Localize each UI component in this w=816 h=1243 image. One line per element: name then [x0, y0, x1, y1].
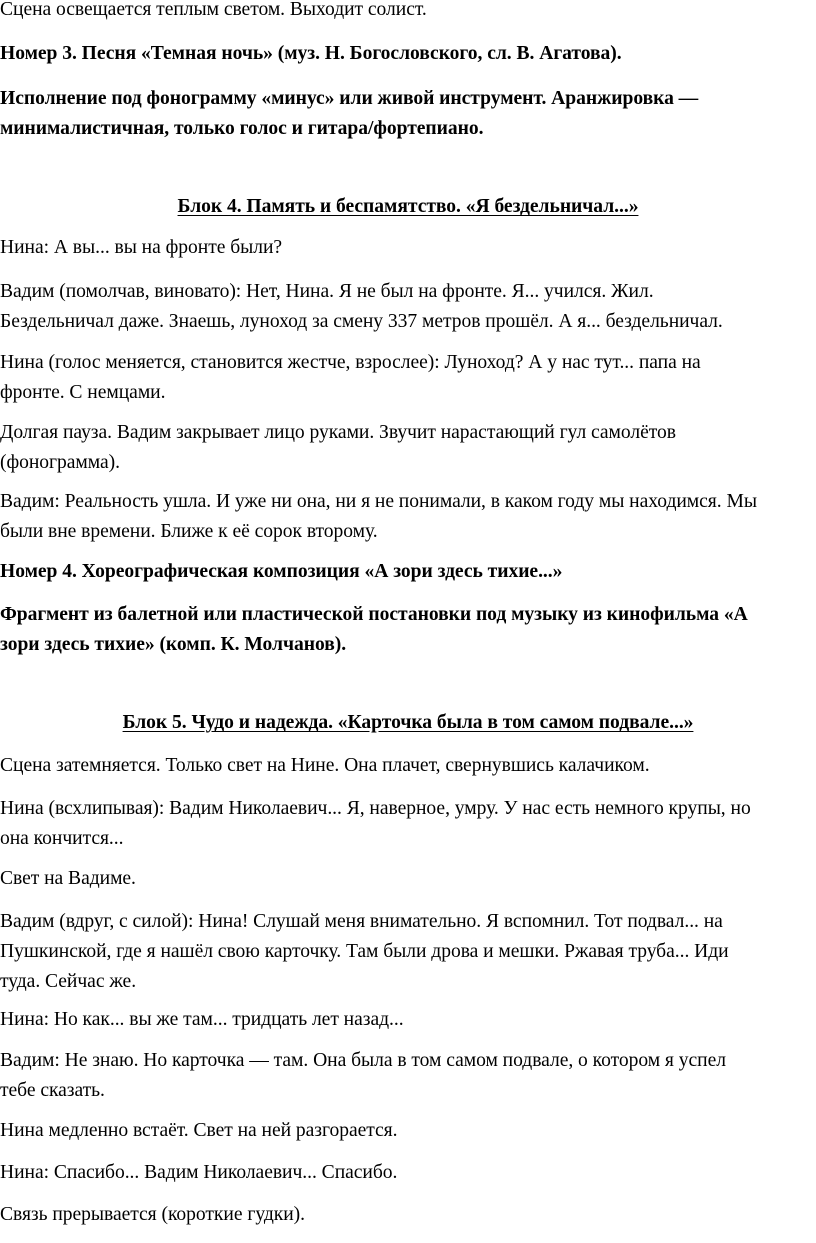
- text-line: Исполнение под фонограмму «минус» или живой инструмент. Аранжировка —: [0, 88, 699, 109]
- text-line: Вадим (вдруг, с силой): Нина! Слушай меня внимательно. Я вспомнил. Тот подвал... на: [0, 911, 723, 932]
- block-5-heading: [0, 708, 816, 738]
- text-line: зори здесь тихие» (комп. К. Молчанов).: [0, 634, 347, 655]
- paragraph-stage-direction: [0, 1116, 812, 1146]
- text-line: Блок 4. Память и беспамятство. «Я бездельничал...»: [177, 196, 639, 217]
- paragraph-number-3-description: [0, 84, 812, 144]
- paragraph-number-4-title: [0, 557, 812, 587]
- text-line: Вадим (помолчав, виновато): Нет, Нина. Я не был на фронте. Я... учился. Жил.: [0, 281, 654, 302]
- text-line: Нина: Но как... вы же там... тридцать лет назад...: [0, 1009, 404, 1030]
- text-line: Вадим: Не знаю. Но карточка — там. Она была в том самом подвале, о котором я успел: [0, 1050, 726, 1071]
- paragraph-number-4-description: [0, 600, 812, 660]
- text-line: Номер 4. Хореографическая композиция «А зори здесь тихие...»: [0, 561, 563, 582]
- text-line: Нина (всхлипывая): Вадим Николаевич... Я, наверное, умру. У нас есть немного крупы, но: [0, 798, 751, 819]
- text-line: Сцена освещается теплым светом. Выходит солист.: [0, 0, 427, 20]
- text-line: Сцена затемняется. Только свет на Нине. Она плачет, свернувшись калачиком.: [0, 755, 650, 776]
- paragraph-stage-direction: [0, 751, 812, 781]
- text-line: были вне времени. Ближе к её сорок второму.: [0, 521, 378, 542]
- text-line: Вадим: Реальность ушла. И уже ни она, ни я не понимали, в каком году мы находимся. Мы: [0, 491, 757, 512]
- text-line: Фрагмент из балетной или пластической постановки под музыку из кинофильма «А: [0, 604, 748, 625]
- text-line: Блок 5. Чудо и надежда. «Карточка была в том самом подвале...»: [122, 712, 694, 733]
- text-line: Долгая пауза. Вадим закрывает лицо руками. Звучит нарастающий гул самолётов: [0, 422, 676, 443]
- text-line: тебе сказать.: [0, 1080, 105, 1101]
- text-line: (фонограмма).: [0, 452, 120, 473]
- text-line: Нина медленно встаёт. Свет на ней разгорается.: [0, 1120, 398, 1141]
- paragraph-number-3-title: [0, 39, 812, 69]
- text-line: она кончится...: [0, 828, 124, 849]
- text-line: Нина (голос меняется, становится жестче, взрослее): Луноход? А у нас тут... папа на: [0, 352, 701, 373]
- text-line: Связь прерывается (короткие гудки).: [0, 1204, 305, 1225]
- text-line: Бездельничал даже. Знаешь, луноход за смену 337 метров прошёл. А я... бездельничал.: [0, 311, 723, 332]
- text-line: Нина: Спасибо... Вадим Николаевич... Спасибо.: [0, 1162, 398, 1183]
- text-line: Номер 3. Песня «Темная ночь» (муз. Н. Богословского, сл. В. Агатова).: [0, 43, 622, 64]
- paragraph-stage-direction: [0, 864, 812, 894]
- paragraph-stage-direction: [0, 1200, 812, 1230]
- text-line: Нина: А вы... вы на фронте были?: [0, 237, 283, 258]
- paragraph-dialogue: [0, 907, 812, 997]
- text-line: Свет на Вадиме.: [0, 868, 136, 889]
- paragraph-dialogue: [0, 277, 812, 337]
- text-line: туда. Сейчас же.: [0, 971, 137, 992]
- paragraph-dialogue: [0, 487, 812, 547]
- paragraph-dialogue: [0, 794, 812, 854]
- text-line: фронте. С немцами.: [0, 382, 166, 403]
- paragraph-dialogue: [0, 1046, 812, 1106]
- text-line: минималистичная, только голос и гитара/фортепиано.: [0, 118, 484, 139]
- paragraph-dialogue: [0, 1005, 812, 1035]
- paragraph-dialogue: [0, 1158, 812, 1188]
- paragraph-stage-direction-1: [0, 0, 812, 25]
- block-4-heading: [0, 192, 816, 222]
- paragraph-stage-direction: [0, 418, 812, 478]
- paragraph-dialogue: [0, 348, 812, 408]
- paragraph-dialogue: [0, 233, 812, 263]
- text-line: Пушкинской, где я нашёл свою карточку. Там были дрова и мешки. Ржавая труба... Иди: [0, 941, 729, 962]
